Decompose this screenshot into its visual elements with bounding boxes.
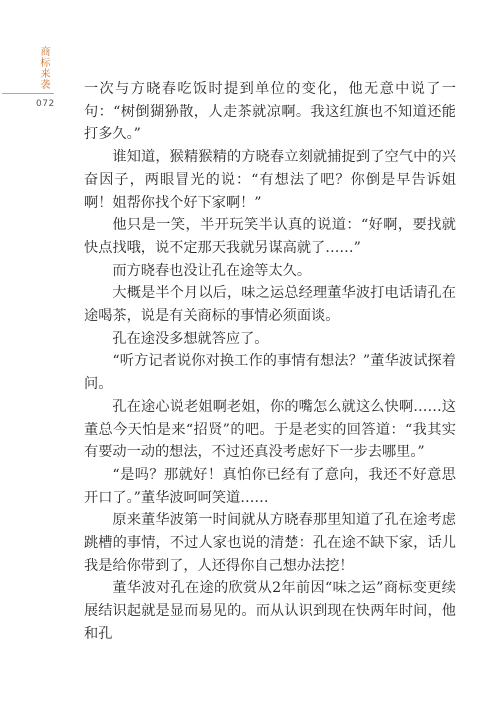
paragraph: 他只是一笑，半开玩笑半认真的说道：“好啊，要找就快点找哦，说不定那天我就另谋高就了……”: [84, 217, 456, 256]
paragraph: 原来董华波第一时间就从方晓春那里知道了孔在途考虑跳槽的事情，不过人家也说的清楚：孔在途不缺下家，话儿我是给你带到了，人还得你自己想办法挖！: [84, 512, 456, 574]
page-number: 072: [36, 99, 55, 109]
running-header: [0, 0, 70, 120]
paragraph: 而方晓春也没让孔在途等太久。: [112, 262, 312, 279]
paragraph: “是吗？那就好！真怕你已经有了意向，我还不好意思开口了。”董华波呵呵笑道……: [84, 466, 456, 506]
running-title: 商标来袭: [38, 46, 49, 90]
paragraph: 大概是半个月以后，味之运总经理董华波打电话请孔在途喝茶，说是有关商标的事情必须面谈。: [84, 285, 456, 325]
paragraph: 谁知道，猴精猴精的方晓春立刻就捕捉到了空气中的兴奋因子，两眼冒光的说：“有想法了吧？你倒是早告诉姐啊！姐帮你找个好下家啊！”: [84, 149, 456, 211]
paragraph: 孔在途心说老姐啊老姐，你的嘴怎么就这么快啊……这董总今天怕是来“招贤”的吧。于是老实的回答道：“我其实有要动一动的想法，不过还真没考虑好下一步去哪里。”: [84, 398, 456, 461]
body-text: [84, 78, 456, 646]
paragraph: 一次与方晓春吃饭时提到单位的变化，他无意中说了一句：“树倒猢狲散，人走茶就凉啊。我这红旗也不知道还能打多久。”: [84, 81, 456, 143]
paragraph: “听方记者说你对换工作的事情有想法？”董华波试探着问。: [84, 353, 456, 393]
paragraph: 董华波对孔在途的欣赏从2年前因“味之运”商标变更续展结识起就是显而易见的。而从认识到现在快两年时间，他和孔: [84, 580, 456, 642]
paragraph: 孔在途没多想就答应了。: [112, 330, 269, 347]
header-divider: [2, 93, 54, 94]
